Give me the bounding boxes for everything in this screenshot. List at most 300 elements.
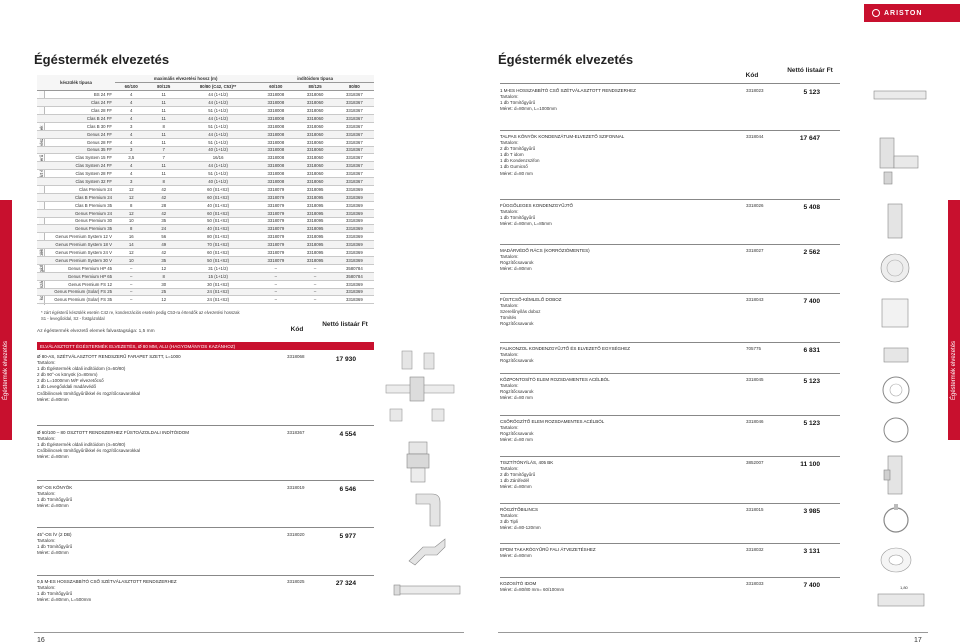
product-line: Tartalom: [500, 209, 519, 215]
table-cell: 11 [147, 114, 179, 122]
table-cell: 60 (S1+S2) [180, 209, 256, 217]
table-cell: 8 [115, 201, 147, 209]
product-code: 3318043 [746, 297, 764, 302]
header-bar [0, 0, 960, 22]
dimension-label: 1,80 [900, 585, 908, 590]
table-cell: 3318367 [335, 154, 374, 162]
product-line: Szerelőnyílás doboz [500, 309, 541, 315]
device-model-cell: Genus Premium System 18 V [37, 241, 115, 249]
table-cell: 3318367 [335, 91, 374, 99]
product-code: 3318044 [746, 134, 764, 139]
product-line: Rögzítőcsavarok [500, 260, 534, 266]
product-title: FALIKONZOL KONDENZGYŰJTŐ ÉS ELVEZETŐ EGYSÉGHEZ [500, 346, 631, 351]
right-product-2 [500, 203, 730, 227]
table-cell: 3318060 [295, 162, 334, 170]
table-cell: 3318095 [295, 193, 334, 201]
elbow-siphon-illustration [870, 130, 930, 190]
product-code: 3318020 [287, 532, 305, 537]
table-cell: – [256, 272, 295, 280]
divider [500, 543, 840, 544]
product-line: Méret: d=80mm [37, 454, 69, 460]
product-price: 7 400 [803, 582, 820, 589]
product-title: 45°-OS ÍV (2 DB) [37, 532, 72, 537]
table-cell: 4 [115, 91, 147, 99]
table-row [37, 178, 374, 186]
table-row [37, 170, 374, 178]
cleaning-opening-illustration [880, 452, 910, 498]
table-cell: – [115, 296, 147, 304]
table-cell: 3318369 [335, 193, 374, 201]
table-cell: 3318008 [256, 154, 295, 162]
product-code: 3318046 [746, 419, 764, 424]
table-cell: 50 (S1+S2) [180, 217, 256, 225]
table-row [37, 225, 374, 233]
table-cell: – [115, 264, 147, 272]
product-line: 1 db Zárófedél [500, 478, 530, 484]
table-cell: 8 [115, 225, 147, 233]
product-line: 1 db Tömítőgyűrű [500, 100, 536, 106]
table-cell: 3318095 [295, 217, 334, 225]
right-product-0 [500, 88, 730, 112]
table-cell: 3318060 [295, 170, 334, 178]
right-side-tab-label: Égéstermék elvezetés [951, 340, 957, 400]
left-col-price-heading: Nettó listaár Ft [322, 321, 368, 328]
product-line: 1 db Égéstermék oldali indítóidom (ö=60/80) [37, 442, 126, 448]
table-cell: 3 [115, 122, 147, 130]
product-title: TALPAS KÖNYÖK KONDENZÁTUM-ELVEZETŐ SZIFONNAL [500, 134, 625, 139]
right-product-10 [500, 547, 730, 559]
product-price: 5 123 [803, 420, 820, 427]
table-cell: 11 [147, 107, 179, 115]
starter-piece-illustration [395, 438, 445, 488]
table-cell: 3318369 [335, 185, 374, 193]
device-model-cell: Clas System 15 FF [37, 154, 115, 162]
table-cell: 3318367 [335, 122, 374, 130]
table-row [37, 288, 374, 296]
product-price: 3 131 [803, 548, 820, 555]
device-model-cell: Genus Premium (Solar) FS 25 [37, 288, 115, 296]
right-page-title: Égéstermék elvezetés [498, 52, 634, 67]
table-cell: 16 [115, 233, 147, 241]
table-cell: 44 (1+1/2) [180, 91, 256, 99]
table-cell: 4 [115, 130, 147, 138]
product-line: 1 db Kondenzszifon [500, 158, 540, 164]
fixing-clamp-illustration [878, 502, 914, 538]
table-cell: 3318079 [256, 225, 295, 233]
table-row [37, 91, 374, 99]
table-cell: 3318095 [295, 249, 334, 257]
divider [500, 503, 840, 504]
divider [500, 130, 840, 131]
divider [500, 456, 840, 457]
product-line: 1 db Tömítőgyűrű [37, 544, 73, 550]
device-model-cell: Genus Premium HP 45 [37, 264, 115, 272]
table-cell: 3 [115, 146, 147, 154]
compatibility-table [37, 75, 374, 304]
right-product-8 [500, 460, 730, 490]
product-code: 3318032 [746, 547, 764, 552]
header-device-type: készülék típusa [37, 75, 115, 91]
product-line: Méret: d=80mm, L=85mm [500, 221, 552, 227]
farapet-set-illustration [380, 345, 460, 440]
left-side-tab-label: Égéstermék elvezetés [3, 340, 9, 400]
table-cell: 3318008 [256, 122, 295, 130]
table-cell: 3318079 [256, 209, 295, 217]
right-product-4 [500, 297, 730, 327]
table-cell: 3318369 [335, 256, 374, 264]
table-cell: 3318060 [295, 138, 334, 146]
product-price: 3 985 [803, 508, 820, 515]
product-code: 3318367 [287, 430, 305, 435]
table-cell: 3318095 [295, 225, 334, 233]
table-cell: 12 [115, 185, 147, 193]
product-title: 90°-OS KÖNYÖK [37, 485, 73, 490]
subheader-cell: 80/125 [147, 83, 179, 91]
table-cell: 56 [147, 233, 179, 241]
product-line: Méret: d=80mm [500, 266, 532, 272]
product-line: Tömítés [500, 315, 517, 321]
table-cell: 3,5 [115, 154, 147, 162]
device-model-cell: Genus Premium FS 12 [37, 280, 115, 288]
table-cell: 3318369 [335, 217, 374, 225]
table-cell: 80 (S1+S2) [180, 233, 256, 241]
section-strip: ELVÁLASZTOTT ÉGÉSTERMÉK ELVEZETÉS, Ø 80 MM, ALU (HAGYOMÁNYOS KAZÁNHOZ) [37, 342, 374, 350]
table-cell: 7 [147, 146, 179, 154]
table-cell: 10 [115, 217, 147, 225]
product-line: 1 db Tömítőgyűrű [37, 497, 73, 503]
table-cell: – [115, 288, 147, 296]
product-line: Tartalom: [500, 254, 519, 260]
table-row [37, 162, 374, 170]
product-code: 3318045 [746, 377, 764, 382]
inspection-box-illustration [878, 295, 912, 331]
table-cell: 60 (S1+S2) [180, 193, 256, 201]
table-cell: 3318079 [256, 233, 295, 241]
divider [37, 527, 374, 528]
product-line: Méret: d=80mm [37, 503, 69, 509]
table-cell: 3318367 [335, 138, 374, 146]
device-model-cell: Clas B 24 FF [37, 114, 115, 122]
table-cell: 11 [147, 170, 179, 178]
right-page-number: 17 [914, 637, 922, 643]
product-title: MADÁRVÉDŐ RÁCS (KORRÓZIÓMENTES) [500, 248, 590, 253]
table-cell: 3318095 [295, 256, 334, 264]
table-cell: 4 [115, 114, 147, 122]
table-cell: 3318008 [256, 114, 295, 122]
table-row [37, 114, 374, 122]
product-price: 6 546 [339, 486, 356, 493]
table-cell: 4 [115, 107, 147, 115]
table-cell: 3318369 [335, 233, 374, 241]
product-line: 1 db Levegőoldali madárvédő [37, 384, 97, 390]
bird-guard-illustration [877, 250, 913, 286]
table-cell: 12 [115, 209, 147, 217]
right-product-5 [500, 346, 730, 364]
table-row [37, 130, 374, 138]
table-cell: 4 [115, 138, 147, 146]
header-start-type: indítóidom típusa [256, 75, 374, 83]
table-cell: 7 [147, 154, 179, 162]
table-cell: 3318369 [335, 201, 374, 209]
device-model-cell: Clas System 32 FF [37, 178, 115, 186]
table-cell: – [256, 280, 295, 288]
table-row [37, 146, 374, 154]
divider [500, 244, 840, 245]
device-model-cell: BS 24 FF [37, 91, 115, 99]
table-cell: 3318367 [335, 114, 374, 122]
table-cell: 3318060 [295, 99, 334, 107]
right-footer-rule [498, 632, 928, 633]
table-cell: 15 (1+1/2) [180, 272, 256, 280]
table-cell: 12 [147, 296, 179, 304]
divider [500, 199, 840, 200]
table-cell: 30 (S1+S2) [180, 280, 256, 288]
product-line: Méret: d=80mm, L=1000mm [500, 106, 557, 112]
device-model-cell: Clas Premium 24 [37, 185, 115, 193]
ariston-logo-icon [872, 9, 880, 17]
table-cell: – [256, 296, 295, 304]
product-line: Tartalom: [500, 94, 519, 100]
table-cell: 28 [147, 201, 179, 209]
table-cell: – [295, 264, 334, 272]
product-price: 5 123 [803, 89, 820, 96]
subheader-cell: 60/100 [256, 83, 295, 91]
table-row [37, 107, 374, 115]
subheader-cell: 80/125 [295, 83, 334, 91]
table-cell: 3318079 [256, 193, 295, 201]
product-line: 2 db L=1000mm M/F elvezetőcső [37, 378, 104, 384]
table-cell: 42 [147, 193, 179, 201]
table-cell: 3318369 [335, 225, 374, 233]
table-row [37, 209, 374, 217]
product-title: 0,5 M-ES HOSSZABBÍTÓ CSŐ SZÉTVÁLASZTOTT RENDSZERHEZ [37, 579, 177, 584]
table-cell: 3318008 [256, 99, 295, 107]
table-cell: 3318369 [335, 280, 374, 288]
subheader-cell: 60/100 [115, 83, 147, 91]
left-product-0 [37, 354, 277, 403]
device-model-cell: Clas 28 FF [37, 107, 115, 115]
product-line: Rögzítőcsavarok [500, 431, 534, 437]
product-line: Tartalom: [500, 466, 519, 472]
device-model-cell: Genus 28 FF [37, 138, 115, 146]
pipe-05m-illustration [392, 578, 466, 602]
product-price: 5 977 [339, 533, 356, 540]
product-title: FÜSTCSŐ-KÉMLELŐ DOBOZ [500, 297, 562, 302]
table-cell: 3318079 [256, 249, 295, 257]
device-model-cell: Genus Premium System 24 V [37, 249, 115, 257]
table-cell: 12 [115, 193, 147, 201]
table-cell: 3318060 [295, 91, 334, 99]
product-code: 3318015 [746, 507, 764, 512]
divider [37, 575, 374, 576]
centering-element-illustration [878, 372, 914, 408]
product-line: Tartalom: [37, 436, 56, 442]
table-cell: 3318060 [295, 154, 334, 162]
table-cell: 25 [147, 288, 179, 296]
table-cell: 51 (1+1/2) [180, 170, 256, 178]
device-model-cell: Genus Premium System 12 V [37, 233, 115, 241]
table-cell: 3318008 [256, 91, 295, 99]
table-cell: 3318079 [256, 185, 295, 193]
product-line: 2 db Tömítőgyűrű [500, 472, 536, 478]
table-cell: 40 (S1+S2) [180, 225, 256, 233]
table-cell: 3318367 [335, 178, 374, 186]
product-price: 5 408 [803, 204, 820, 211]
table-cell: 3318095 [295, 209, 334, 217]
elbow-90-illustration [410, 488, 446, 532]
pipe-clamp-illustration [878, 412, 914, 448]
right-product-3 [500, 248, 730, 272]
table-cell: 8 [147, 272, 179, 280]
table-cell: 42 [147, 209, 179, 217]
table-cell: 3318369 [335, 209, 374, 217]
table-cell: 42 [147, 185, 179, 193]
table-cell: 12 [147, 264, 179, 272]
table-cell: 49 [147, 241, 179, 249]
left-footer-rule [34, 632, 464, 633]
table-row [37, 264, 374, 272]
table-cell: 35 [147, 256, 179, 264]
table-cell: 3318008 [256, 170, 295, 178]
table-cell: 3318060 [295, 114, 334, 122]
table-cell: 3318079 [256, 256, 295, 264]
table-cell: 4 [115, 162, 147, 170]
table-cell: 3318095 [295, 201, 334, 209]
device-model-cell: Clas B 30 FF [37, 122, 115, 130]
table-row [37, 241, 374, 249]
pipe-1m-illustration [870, 82, 930, 108]
table-row [37, 185, 374, 193]
product-line: Méret: d=80 mm [500, 395, 533, 401]
table-row [37, 217, 374, 225]
table-cell: 50 (S1+S2) [180, 256, 256, 264]
product-code: 3318026 [746, 203, 764, 208]
table-cell: 3318060 [295, 178, 334, 186]
table-cell: 24 (S1+S2) [180, 288, 256, 296]
product-line: Méret: d=80mm [37, 550, 69, 556]
product-line: 1 db Égéstermék oldali indítóidom (ö=60/80) [37, 366, 126, 372]
device-model-cell: Genus Premium 30 [37, 217, 115, 225]
divider [500, 373, 840, 374]
product-line: 1 db Tömítőgyűrű [37, 591, 73, 597]
table-cell: 31 (1+1/2) [180, 264, 256, 272]
right-product-6 [500, 377, 730, 401]
left-page-title: Égéstermék elvezetés [34, 52, 170, 67]
product-line: Méret: d=80mm [500, 484, 532, 490]
product-line: Csőbilincsek tömítőgyűrűkkel és rögzítőcsavarokkal [37, 390, 141, 396]
product-line: Méret: d=80mm [500, 553, 532, 559]
table-cell: 3318367 [335, 162, 374, 170]
table-row [37, 138, 374, 146]
common-piece-illustration [872, 580, 932, 624]
product-line: Tartalom: [500, 425, 519, 431]
brand-name: ARISTON [884, 9, 923, 17]
table-cell: – [295, 272, 334, 280]
epdm-ring-illustration [876, 542, 916, 578]
product-line: Rögzítőcsavarok [500, 321, 534, 327]
divider [500, 577, 840, 578]
table-cell: 10 [115, 256, 147, 264]
table-cell: 12 [115, 249, 147, 257]
table-cell: 4 [115, 170, 147, 178]
table-row [37, 122, 374, 130]
table-cell: 3318008 [256, 162, 295, 170]
table-cell: 3580784 [335, 264, 374, 272]
product-line: Tartalom: [500, 140, 519, 146]
table-cell: 3318008 [256, 146, 295, 154]
product-title: EPDM TAKARÓGYŰRŰ FALI ÁTVEZETÉSHEZ [500, 547, 596, 552]
product-title: Ø 80-AS, SZÉTVÁLASZTOTT RENDSZERŰ FARAPET SZETT, L=1000 [37, 354, 181, 359]
product-title: KOZOSÍTÓ IDOM [500, 581, 537, 586]
table-cell: 44 (1+1/2) [180, 114, 256, 122]
divider [500, 342, 840, 343]
table-cell: 3318367 [335, 107, 374, 115]
left-side-tab [0, 200, 12, 440]
table-cell: 3318060 [295, 130, 334, 138]
product-line: Rögzítőcsavarok [500, 389, 534, 395]
product-price: 17 647 [799, 135, 820, 142]
table-row [37, 296, 374, 304]
subheader-cell: 80/80 [335, 83, 374, 91]
product-code: 3318068 [287, 354, 305, 359]
product-line: Tartalom: [500, 513, 519, 519]
product-line: Méret: d=80-120mm [500, 525, 541, 531]
product-line: 1 db Gumicső [500, 164, 528, 170]
table-cell: 51 (1+1/2) [180, 107, 256, 115]
table-cell: – [295, 280, 334, 288]
table-cell: 42 [147, 249, 179, 257]
device-model-cell: Genus Premium 35 [37, 225, 115, 233]
table-row [37, 154, 374, 162]
product-price: 2 562 [803, 249, 820, 256]
table-cell: 60 (S1+S2) [180, 249, 256, 257]
table-cell: 14 [115, 241, 147, 249]
table-cell: 4 [115, 99, 147, 107]
table-cell: 3318079 [256, 217, 295, 225]
table-cell: – [115, 272, 147, 280]
table-cell: 8 [147, 178, 179, 186]
table-cell: – [115, 280, 147, 288]
left-page-number: 16 [37, 637, 45, 643]
product-line: Tartalom: [37, 491, 56, 497]
right-col-price-heading: Nettó listaár Ft [787, 67, 833, 74]
table-cell: 3318079 [256, 241, 295, 249]
table-cell: 40 (1+1/2) [180, 178, 256, 186]
table-cell: 24 [147, 225, 179, 233]
product-title: 1 M-ES HOSSZABBÍTÓ CSŐ SZÉTVÁLASZTOTT RENDSZERHEZ [500, 88, 636, 93]
table-cell: 3318008 [256, 130, 295, 138]
table-cell: 44 (1+1/2) [180, 130, 256, 138]
table-cell: 60 (S1+S2) [180, 185, 256, 193]
product-line: Méret: d=80 mm [500, 170, 533, 176]
table-cell: – [256, 288, 295, 296]
product-title: FÜGGŐLEGES KONDENZGYŰJTŐ [500, 203, 574, 208]
table-cell: 3318369 [335, 296, 374, 304]
product-price: 5 123 [803, 378, 820, 385]
product-title: CSŐRÖGZÍTŐ ELEM ROZSDAMENTES ACÉLBÓL [500, 419, 605, 424]
device-model-cell: Clas System 28 FF [37, 170, 115, 178]
product-code: 3318019 [287, 485, 305, 490]
product-line: 3 db Tipli [500, 519, 519, 525]
table-cell: 44 (1+1/2) [180, 162, 256, 170]
table-note-2: S1 - levegőoldal, S2 - füstgázoldal [41, 316, 105, 321]
table-cell: 3580784 [335, 272, 374, 280]
right-product-11 [500, 581, 730, 593]
bend-45-illustration [405, 535, 449, 571]
divider [37, 425, 374, 426]
table-cell: 3318079 [256, 201, 295, 209]
product-price: 7 400 [803, 298, 820, 305]
